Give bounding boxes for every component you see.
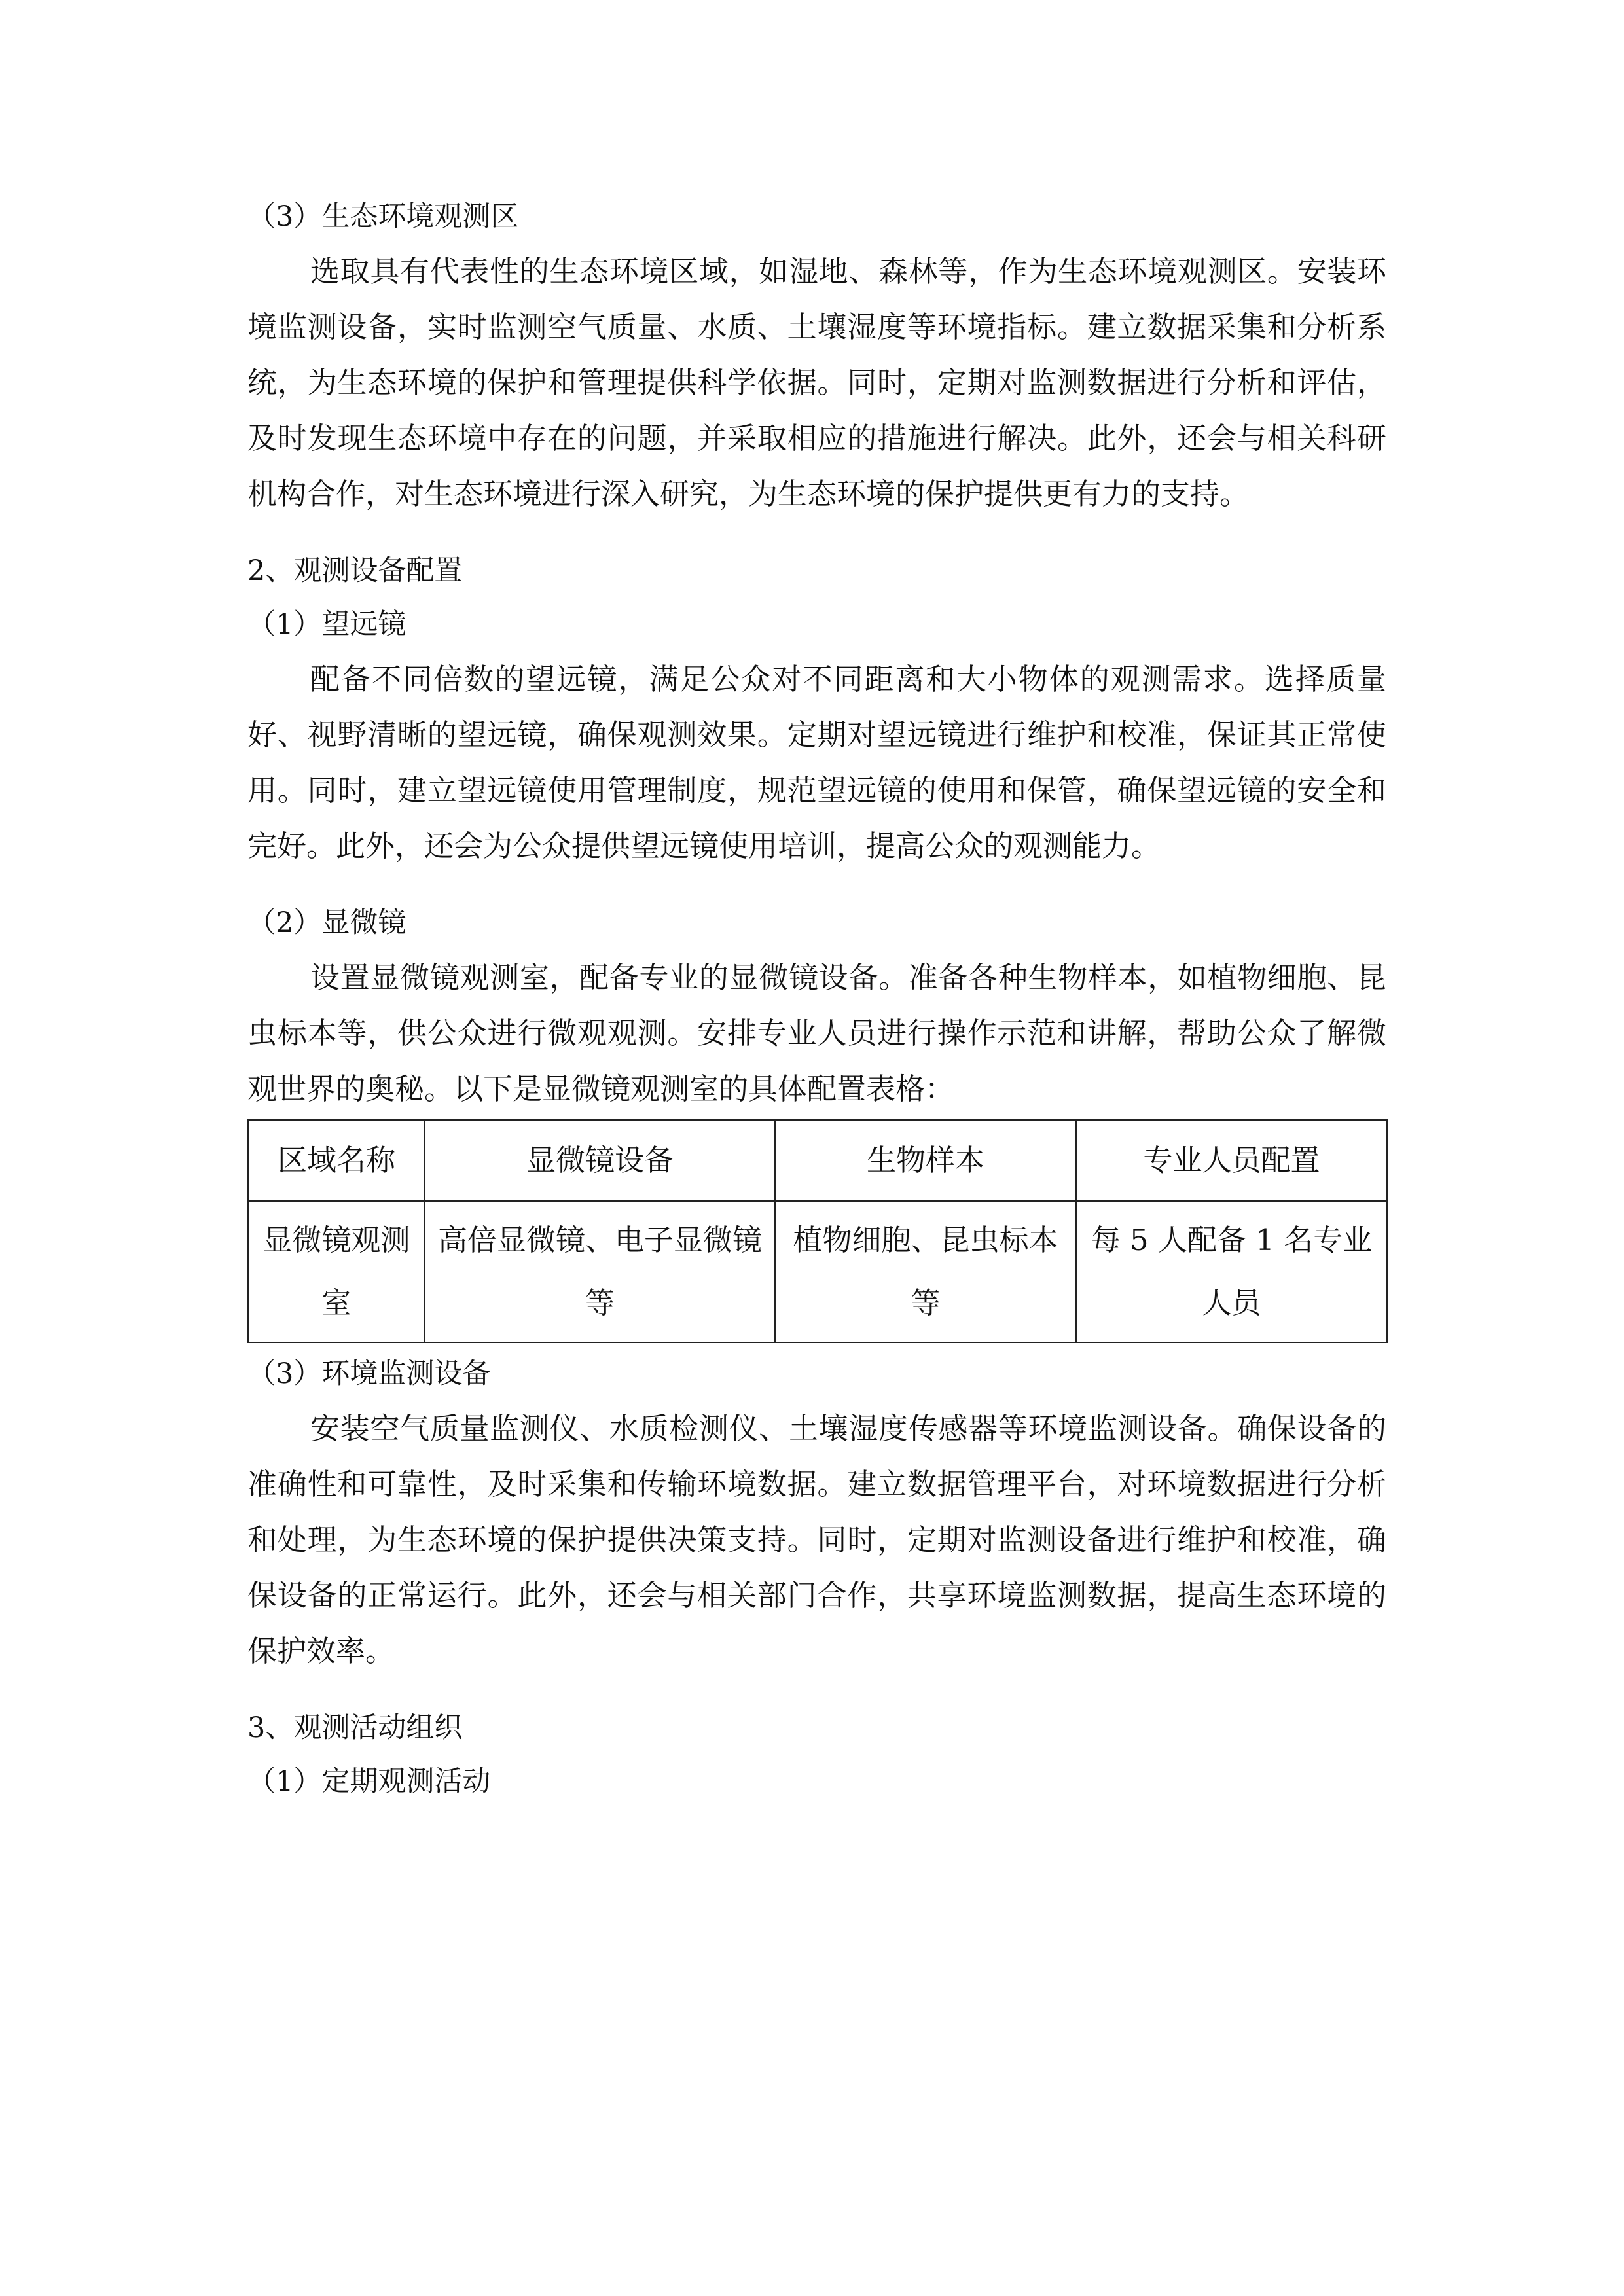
subsection-heading-monitor: （3）环境监测设备	[247, 1357, 491, 1390]
subsection-heading-regular: （1）定期观测活动	[247, 1765, 491, 1798]
section-heading-activity: 3、观测活动组织	[247, 1712, 463, 1744]
table-cell: 植物细胞、昆虫标本等	[775, 1201, 1076, 1342]
table-cell: 每 5 人配备 1 名专业人员	[1076, 1201, 1387, 1342]
table-row	[248, 1201, 1387, 1342]
spacer	[247, 522, 1386, 544]
table-header-row	[248, 1120, 1387, 1201]
table-cell: 高倍显微镜、电子显微镜等	[425, 1201, 775, 1342]
section-heading-equipment: 2、观测设备配置	[247, 554, 463, 587]
paragraph-telescope: 配备不同倍数的望远镜，满足公众对不同距离和大小物体的观测需求。选择质量好、视野清晰的望远镜，确保观测效果。定期对望远镜进行维护和校准，保证其正常使用。同时，建立望远镜使用管理制度，规范望远镜的使用和保管，确保望远镜的安全和完好。此外，还会为公众提供望远镜使用培训，提高公众的观测能力。	[247, 662, 1386, 863]
table-header-cell: 显微镜设备	[425, 1120, 775, 1201]
spacer	[247, 1679, 1386, 1701]
page-content	[247, 190, 1386, 1808]
paragraph-microscope: 设置显微镜观测室，配备专业的显微镜设备。准备各种生物样本，如植物细胞、昆虫标本等，供公众进行微观观测。安排专业人员进行操作示范和讲解，帮助公众了解微观世界的奥秘。以下是显微镜观测室的具体配置表格：	[247, 960, 1386, 1106]
table-header-cell: 生物样本	[775, 1120, 1076, 1201]
subsection-heading-microscope: （2）显微镜	[247, 906, 406, 939]
paragraph-monitor: 安装空气质量监测仪、水质检测仪、土壤湿度传感器等环境监测设备。确保设备的准确性和可靠性，及时采集和传输环境数据。建立数据管理平台，对环境数据进行分析和处理，为生态环境的保护提供决策支持。同时，定期对监测设备进行维护和校准，确保设备的正常运行。此外，还会与相关部门合作，共享环境监测数据，提高生态环境的保护效率。	[247, 1411, 1386, 1668]
section-heading-ecology-area: （3）生态环境观测区	[247, 200, 519, 233]
table-header-cell: 专业人员配置	[1076, 1120, 1387, 1201]
table-cell: 显微镜观测室	[248, 1201, 425, 1342]
table-header-cell: 区域名称	[248, 1120, 425, 1201]
microscope-config-table	[247, 1119, 1388, 1343]
spacer	[247, 874, 1386, 896]
paragraph-ecology-area: 选取具有代表性的生态环境区域，如湿地、森林等，作为生态环境观测区。安装环境监测设备，实时监测空气质量、水质、土壤湿度等环境指标。建立数据采集和分析系统，为生态环境的保护和管理提供科学依据。同时，定期对监测数据进行分析和评估，及时发现生态环境中存在的问题，并采取相应的措施进行解决。此外，还会与相关科研机构合作，对生态环境进行深入研究，为生态环境的保护提供更有力的支持。	[247, 254, 1386, 511]
subsection-heading-telescope: （1）望远镜	[247, 608, 406, 641]
